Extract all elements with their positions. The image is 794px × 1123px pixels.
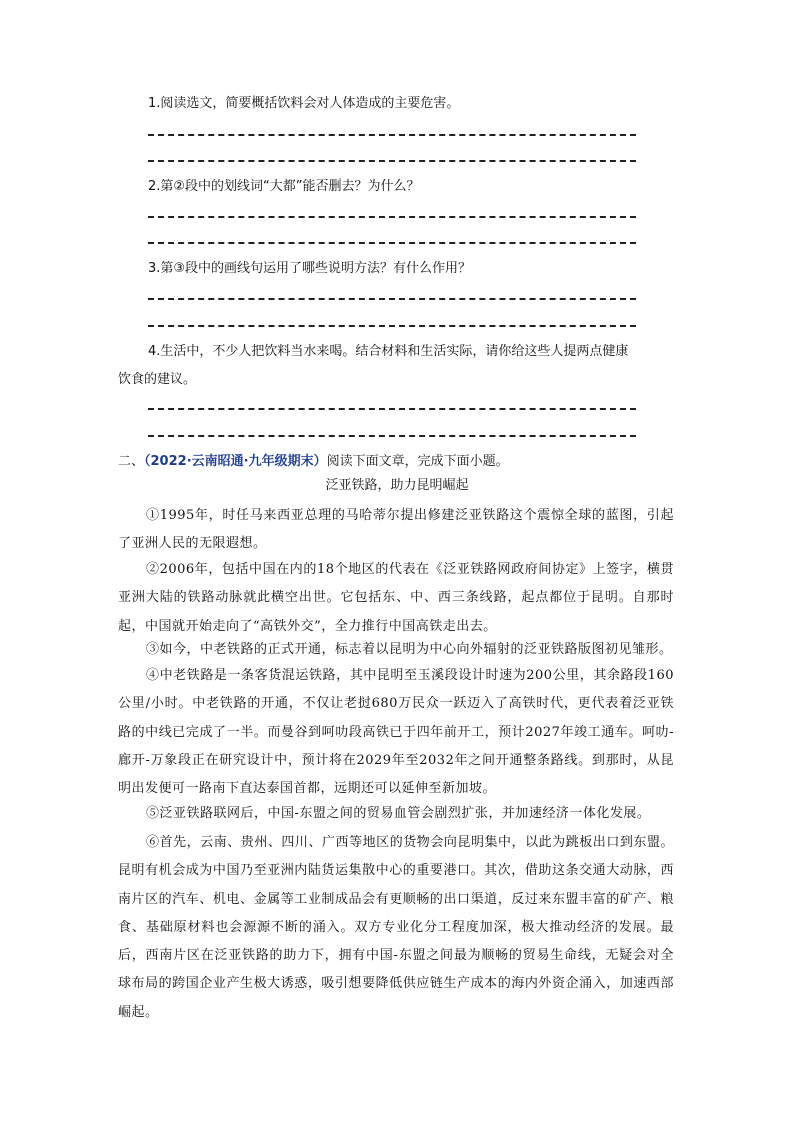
question-1: 1.阅读选文，简要概括饮料会对人体造成的主要危害。 [148,96,460,111]
answer-line [148,216,636,218]
question-3: 3.第③段中的画线句运用了哪些说明方法？有什么作用？ [148,261,472,276]
section-instruction: 阅读下面文章，完成下面小题。 [326,454,509,469]
question-4: 4.生活中，不少人把饮料当水来喝。结合材料和生活实际，请你给这些人提两点健康饮食的建议。 [118,344,629,387]
article-paragraph-5: ⑤泛亚铁路联网后，中国-东盟之间的贸易血管会剧烈扩张，并加速经济一体化发展。 [146,806,651,821]
answer-line [148,325,636,327]
answer-line [148,242,636,244]
section-heading [118,452,509,472]
article-paragraph-6: ⑥首先，云南、贵州、四川、广西等地区的货物会向昆明集中，以此为跳板出口到东盟。昆明有机会成为中国乃至亚洲内陆货运集散中心的重要港口。其次，借助这条交通大动脉，西南片区的汽车、机电、金属等工业制成品会有更顺畅的出口渠道，反过来东盟丰富的矿产、粮食、基础原材料也会源源不断的涌入。双方专业化分工程度加深，极大推动经济的发展。最后，西南片区在泛亚铁路的助力下，拥有中国-东盟之间最为顺畅的贸易生命线，无疑会对全球布局的跨国企业产生极大诱惑，吸引想要降低供应链生产成本的海内外资企涌入，加速西部崛起。 [118,835,674,1020]
answer-line [148,435,636,437]
article-paragraph-3: ③如今，中老铁路的正式开通，标志着以昆明为中心向外辐射的泛亚铁路版图初见雏形。 [146,642,673,657]
article-paragraph-4: ④中老铁路是一条客货混运铁路，其中昆明至玉溪段设计时速为200公里，其余路段160公里/小时。中老铁路的开通，不仅让老挝680万民众一跃迈入了高铁时代，更代表着泛亚铁路的中线已完成了一半。而曼谷到呵叻段高铁已于四年前开工，预计2027年竣工通车。呵叻-廊开-万象段正在研究设计中，预计将在2029年至2032年之间开通整条路线。到那时，从昆明出发便可一路南下直达泰国首都，远期还可以延伸至新加坡。 [118,668,674,797]
question-2: 2.第②段中的划线词“大都”能否删去？为什么？ [148,179,420,194]
answer-line [148,134,636,136]
answer-line [148,298,636,300]
article-paragraph-1: ①1995年，时任马来西亚总理的马哈蒂尔提出修建泛亚铁路这个震惊全球的蓝图，引起了亚洲人民的无限遐想。 [118,508,674,552]
answer-line [148,160,636,162]
article-paragraph-2: ②2006年，包括中国在内的18个地区的代表在《泛亚铁路网政府间协定》上签字，横贯亚洲大陆的铁路动脉就此横空出世。它包括东、中、西三条线路，起点都位于昆明。自那时起，中国就开始走向了“高铁外交”，全力推行中国高铁走出去。 [118,562,674,634]
section-prefix: 二、 [118,454,145,469]
section-source: （2022·云南昭通·九年级期末） [144,454,327,469]
article-title: 泛亚铁路，助力昆明崛起 [325,478,469,493]
answer-line [148,408,636,410]
